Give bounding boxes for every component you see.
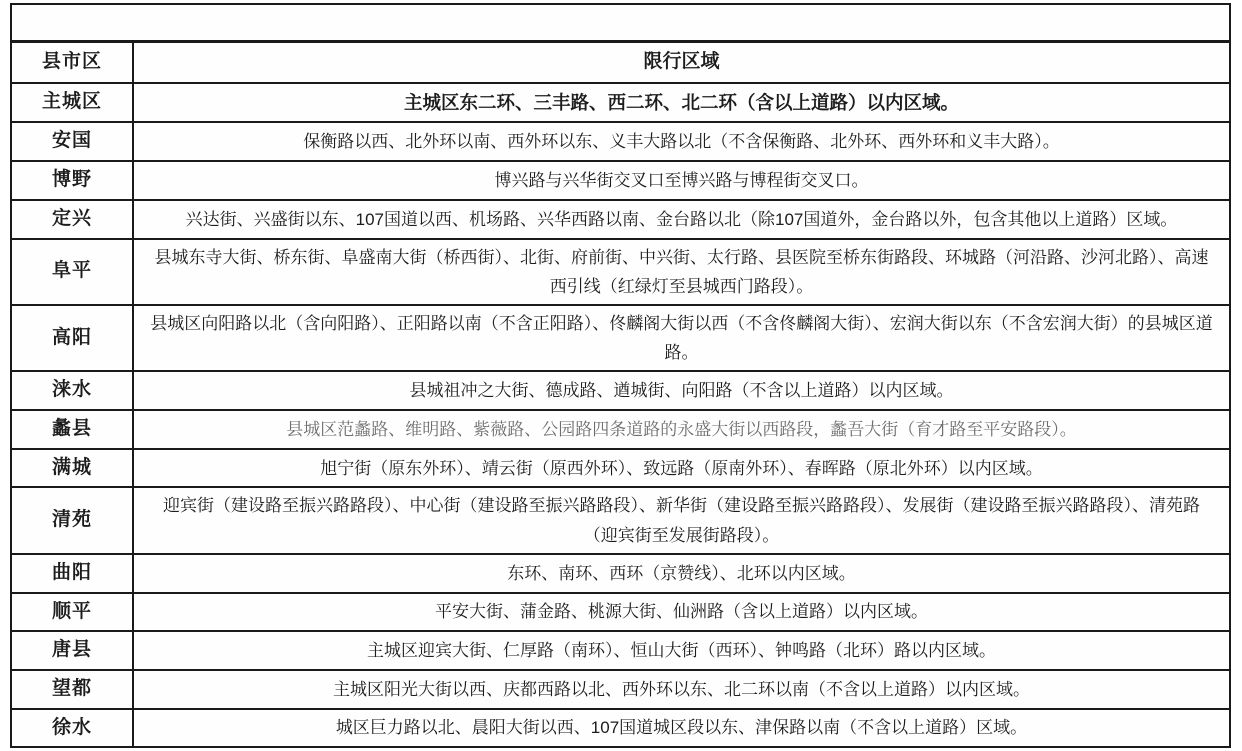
area-cell: 县城东寺大街、桥东街、阜盛南大街（桥西街）、北街、府前街、中兴街、太行路、县医院至桥东街路段、环城路（河沿路、沙河北路）、高速西引线（红绿灯至县城西门路段）。 [154, 247, 1209, 296]
county-cell: 徐水 [12, 710, 134, 747]
area-cell: 主城区东二环、三丰路、西二环、北二环（含以上道路）以内区域。 [403, 91, 959, 113]
county-cell: 望都 [12, 671, 134, 708]
table-row [12, 306, 1229, 372]
county-cell: 曲阳 [12, 555, 134, 592]
table-row [12, 84, 1229, 124]
county-cell: 博野 [12, 162, 134, 199]
area-cell: 迎宾街（建设路至振兴路路段）、中心街（建设路至振兴路路段）、新华街（建设路至振兴路路段）、发展街（建设路至振兴路路段）、清苑路（迎宾街至发展街路段）。 [163, 496, 1200, 545]
table-row [12, 594, 1229, 633]
county-cell: 定兴 [12, 201, 134, 238]
table-row [12, 632, 1229, 671]
area-cell: 保衡路以西、北外环以南、西外环以东、义丰大路以北（不含保衡路、北外环、西外环和义丰大路）。 [303, 132, 1060, 152]
table-row [12, 710, 1229, 747]
county-cell: 安国 [12, 123, 134, 160]
header-county-column: 县市区 [12, 43, 134, 82]
top-empty-cell [12, 5, 1229, 43]
table-row [12, 488, 1229, 554]
area-cell: 旭宁街（原东外环）、靖云街（原西外环）、致远路（原南外环）、春晖路（原北外环）以内区域。 [320, 458, 1043, 478]
area-cell: 城区巨力路以北、晨阳大街以西、107国道城区段以东、津保路以南（不含以上道路）区域。 [335, 718, 1028, 738]
county-cell: 涞水 [12, 372, 134, 409]
county-cell: 满城 [12, 450, 134, 487]
table-row [12, 240, 1229, 306]
table-row [12, 162, 1229, 201]
table-row [12, 123, 1229, 162]
county-cell: 顺平 [12, 594, 134, 631]
restriction-table [10, 3, 1231, 748]
table-row [12, 372, 1229, 411]
area-cell: 县城区向阳路以北（含向阳路）、正阳路以南（不含正阳路）、佟麟阁大街以西（不含佟麟阁大街）、宏润大街以东（不含宏润大街）的县城区道路。 [150, 313, 1213, 363]
area-cell: 博兴路与兴华街交叉口至博兴路与博程街交叉口。 [494, 170, 869, 190]
county-cell: 高阳 [12, 306, 134, 370]
county-cell: 主城区 [12, 84, 134, 122]
area-cell: 兴达街、兴盛街以东、107国道以西、机场路、兴华西路以南、金台路以北（除107国道外，金台路以外，包含其他以上道路）区域。 [185, 209, 1178, 229]
table-header-row [12, 43, 1229, 84]
area-cell: 平安大街、蒲金路、桃源大街、仙洲路（含以上道路）以内区域。 [435, 602, 928, 622]
top-empty-space [12, 5, 1229, 40]
area-cell: 县城祖冲之大街、德成路、遒城街、向阳路（不含以上道路）以内区域。 [409, 381, 954, 401]
county-cell: 唐县 [12, 632, 134, 669]
table-row [12, 450, 1229, 489]
county-cell: 阜平 [12, 240, 134, 304]
area-cell: 东环、南环、西环（京赞线）、北环以内区域。 [507, 563, 856, 583]
county-cell: 清苑 [12, 488, 134, 552]
area-cell: 主城区阳光大街以西、庆都西路以北、西外环以东、北二环以南（不含以上道路）以内区域。 [333, 679, 1030, 699]
table-row [12, 671, 1229, 710]
table-row [12, 555, 1229, 594]
county-cell: 蠡县 [12, 411, 134, 448]
table-row [12, 201, 1229, 240]
area-cell: 主城区迎宾大街、仁厚路（南环）、恒山大街（西环）、钟鸣路（北环）路以内区域。 [367, 640, 996, 660]
header-area-column: 限行区域 [643, 51, 720, 72]
area-cell: 县城区范蠡路、维明路、紫薇路、公园路四条道路的永盛大街以西路段，蠡吾大街（育才路至平安路段）。 [286, 419, 1077, 439]
table-row [12, 411, 1229, 450]
